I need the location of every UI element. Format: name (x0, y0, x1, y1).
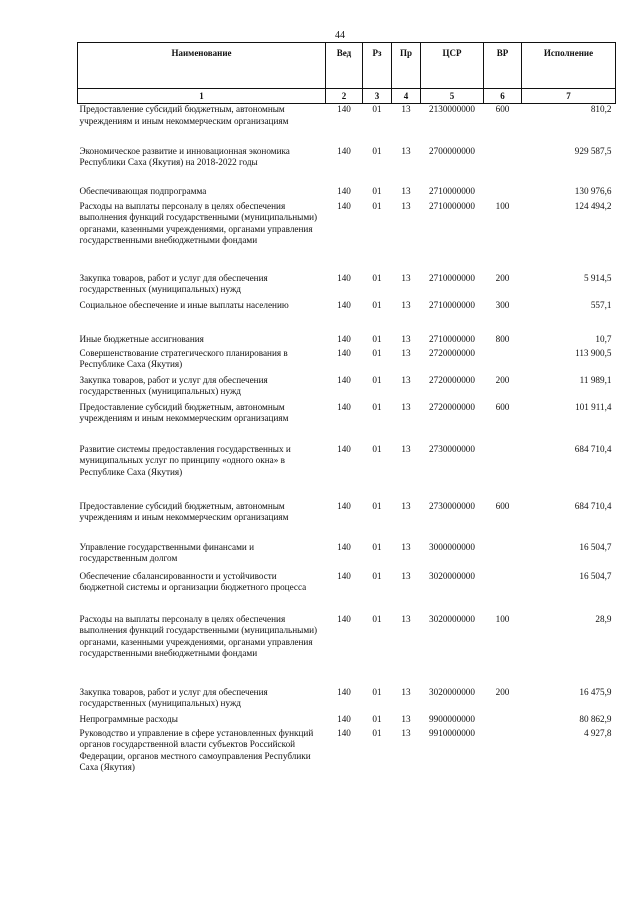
row-vr (484, 571, 522, 614)
table-row (78, 402, 616, 444)
row-exec: 684 710,4 (574, 443, 612, 454)
row-name: Обеспечение сбалансированности и устойчивости бюджетной системы и организации бюджетного процесса (79, 570, 307, 592)
row-ved: 140 (337, 185, 351, 196)
row-ved: 140 (337, 200, 351, 211)
row-ved: 140 (337, 500, 351, 511)
row-ved: 140 (337, 570, 351, 581)
row-rz: 01 (372, 570, 382, 581)
column-number: 1 (78, 89, 326, 104)
row-vr: 800 (495, 333, 510, 344)
column-number-row (78, 89, 616, 104)
row-exec: 80 862,9 (579, 713, 612, 724)
row-name: Предоставление субсидий бюджетным, автономным учреждениям и иным некоммерческим организациям (79, 500, 289, 522)
row-vr (484, 444, 522, 501)
column-number: 7 (522, 89, 616, 104)
row-csr: 2710000000 (429, 333, 475, 344)
table-row (78, 501, 616, 542)
table-row (78, 186, 616, 201)
row-name: Обеспечивающая подпрограмма (79, 185, 207, 196)
row-name: Экономическое развитие и инновационная экономика Республики Саха (Якутия) на 2018-2022 годы (79, 145, 290, 167)
table-row (78, 728, 616, 786)
row-name: Предоставление субсидий бюджетным, автономным учреждениям и иным некоммерческим организациям (79, 104, 289, 126)
budget-table (77, 42, 616, 786)
row-pr: 13 (401, 401, 411, 412)
row-csr: 3020000000 (429, 570, 475, 581)
row-vr (484, 714, 522, 728)
table-row (78, 542, 616, 571)
row-exec: 28,9 (595, 613, 612, 624)
row-pr: 13 (401, 104, 411, 114)
row-exec: 810,2 (590, 104, 612, 114)
row-ved: 140 (337, 347, 351, 358)
row-pr: 13 (401, 374, 411, 385)
row-vr (484, 728, 522, 786)
row-pr: 13 (401, 500, 411, 511)
table-row (78, 687, 616, 714)
row-name: Непрограммные расходы (79, 713, 178, 724)
row-pr: 13 (401, 200, 411, 211)
row-pr: 13 (401, 570, 411, 581)
row-vr (484, 348, 522, 375)
row-name: Закупка товаров, работ и услуг для обеспечения государственных (муниципальных) нужд (79, 374, 268, 396)
row-pr: 13 (401, 185, 411, 196)
row-vr: 600 (495, 104, 510, 114)
row-rz: 01 (372, 200, 382, 211)
row-rz: 01 (372, 185, 382, 196)
row-ved: 140 (337, 686, 351, 697)
table-row (78, 334, 616, 348)
row-ved: 140 (337, 299, 351, 310)
column-number: 2 (326, 89, 363, 104)
row-rz: 01 (372, 347, 382, 358)
row-rz: 01 (372, 613, 382, 624)
column-number: 3 (363, 89, 392, 104)
row-csr: 3000000000 (429, 541, 475, 552)
row-csr: 9900000000 (429, 713, 475, 724)
row-csr: 2710000000 (429, 200, 475, 211)
table-row (78, 614, 616, 687)
column-number: 4 (392, 89, 421, 104)
row-exec: 684 710,4 (574, 500, 612, 511)
table-row (78, 146, 616, 186)
row-ved: 140 (337, 401, 351, 412)
row-exec: 113 900,5 (575, 347, 612, 358)
header-exec: Исполнение (522, 43, 616, 89)
row-exec: 11 989,1 (579, 374, 612, 385)
table-row (78, 375, 616, 402)
row-rz: 01 (372, 401, 382, 412)
table-row (78, 348, 616, 375)
row-pr: 13 (401, 145, 411, 156)
row-csr: 2710000000 (429, 272, 475, 283)
row-vr (484, 542, 522, 571)
row-vr: 600 (495, 401, 510, 412)
row-name: Руководство и управление в сфере установленных функций органов государственной власти субъектов Российской Федерации, органов местного самоуправления Республики Саха (Якутия) (79, 727, 314, 772)
row-csr: 2730000000 (429, 443, 475, 454)
row-pr: 13 (401, 713, 411, 724)
row-pr: 13 (401, 613, 411, 624)
row-rz: 01 (372, 145, 382, 156)
row-vr: 200 (495, 686, 510, 697)
row-ved: 140 (337, 727, 351, 738)
header-pr: Пр (392, 43, 421, 89)
row-csr: 2720000000 (429, 401, 475, 412)
row-csr: 2720000000 (429, 347, 475, 358)
row-vr: 600 (495, 500, 510, 511)
row-name: Иные бюджетные ассигнования (79, 333, 204, 344)
table-row (78, 571, 616, 614)
row-ved: 140 (337, 713, 351, 724)
row-pr: 13 (401, 272, 411, 283)
row-csr: 2710000000 (429, 185, 475, 196)
row-name: Социальное обеспечение и иные выплаты населению (79, 299, 289, 310)
row-rz: 01 (372, 541, 382, 552)
row-exec: 16 475,9 (579, 686, 612, 697)
header-vr: ВР (484, 43, 522, 89)
table-row (78, 201, 616, 273)
row-ved: 140 (337, 104, 351, 114)
header-csr: ЦСР (421, 43, 484, 89)
row-csr: 3020000000 (429, 686, 475, 697)
row-csr: 2710000000 (429, 299, 475, 310)
row-csr: 2730000000 (429, 500, 475, 511)
row-csr: 3020000000 (429, 613, 475, 624)
page-number: 44 (335, 30, 345, 41)
row-csr: 2700000000 (429, 145, 475, 156)
row-pr: 13 (401, 347, 411, 358)
row-rz: 01 (372, 500, 382, 511)
row-vr: 200 (495, 374, 510, 385)
row-rz: 01 (372, 272, 382, 283)
row-rz: 01 (372, 104, 382, 114)
row-rz: 01 (372, 713, 382, 724)
row-vr: 300 (495, 299, 510, 310)
row-exec: 557,1 (590, 299, 612, 310)
row-pr: 13 (401, 727, 411, 738)
row-csr: 2130000000 (429, 104, 475, 114)
row-name: Предоставление субсидий бюджетным, автономным учреждениям и иным некоммерческим организациям (79, 401, 289, 423)
table-row (78, 444, 616, 501)
row-exec: 4 927,8 (583, 727, 612, 738)
row-name: Расходы на выплаты персоналу в целях обеспечения выполнения функций государственными (муниципальными) органами, казенными учреждениями, органами управления государственными внебюджетными фондами (79, 200, 318, 245)
row-name: Развитие системы предоставления государственных и муниципальных услуг по принципу «одного окна» в Республике Саха (Якутия) (79, 443, 291, 477)
table-row (78, 104, 616, 146)
row-exec: 101 911,4 (575, 401, 612, 412)
column-number: 5 (421, 89, 484, 104)
row-ved: 140 (337, 613, 351, 624)
row-vr (484, 186, 522, 201)
row-exec: 16 504,7 (579, 570, 612, 581)
row-exec: 5 914,5 (583, 272, 612, 283)
table-row (78, 300, 616, 334)
row-exec: 16 504,7 (579, 541, 612, 552)
row-exec: 10,7 (595, 333, 612, 344)
row-ved: 140 (337, 374, 351, 385)
row-pr: 13 (401, 443, 411, 454)
row-ved: 140 (337, 145, 351, 156)
row-name: Закупка товаров, работ и услуг для обеспечения государственных (муниципальных) нужд (79, 686, 268, 708)
table-row (78, 273, 616, 300)
row-pr: 13 (401, 541, 411, 552)
row-ved: 140 (337, 333, 351, 344)
row-pr: 13 (401, 333, 411, 344)
row-vr (484, 146, 522, 186)
row-pr: 13 (401, 686, 411, 697)
header-rz: Рз (363, 43, 392, 89)
row-rz: 01 (372, 299, 382, 310)
row-ved: 140 (337, 541, 351, 552)
row-vr: 200 (495, 272, 510, 283)
row-name: Закупка товаров, работ и услуг для обеспечения государственных (муниципальных) нужд (79, 272, 268, 294)
row-name: Управление государственными финансами и государственным долгом (79, 541, 255, 563)
header-ved: Вед (326, 43, 363, 89)
row-rz: 01 (372, 686, 382, 697)
column-number: 6 (484, 89, 522, 104)
row-rz: 01 (372, 727, 382, 738)
row-ved: 140 (337, 443, 351, 454)
row-name: Расходы на выплаты персоналу в целях обеспечения выполнения функций государственными (муниципальными) органами, казенными учреждениями, органами управления государственными внебюджетными фондами (79, 613, 318, 658)
row-rz: 01 (372, 333, 382, 344)
row-csr: 9910000000 (429, 727, 475, 738)
row-csr: 2720000000 (429, 374, 475, 385)
row-rz: 01 (372, 443, 382, 454)
row-exec: 929 587,5 (574, 145, 612, 156)
table-row (78, 714, 616, 728)
row-vr: 100 (495, 200, 510, 211)
row-rz: 01 (372, 374, 382, 385)
row-exec: 130 976,6 (574, 185, 612, 196)
row-pr: 13 (401, 299, 411, 310)
row-vr: 100 (495, 613, 510, 624)
row-ved: 140 (337, 272, 351, 283)
row-name: Совершенствование стратегического планирования в Республике Саха (Якутия) (79, 347, 288, 369)
header-name: Наименование (78, 43, 326, 89)
table-header-row (78, 43, 616, 89)
row-exec: 124 494,2 (574, 200, 612, 211)
